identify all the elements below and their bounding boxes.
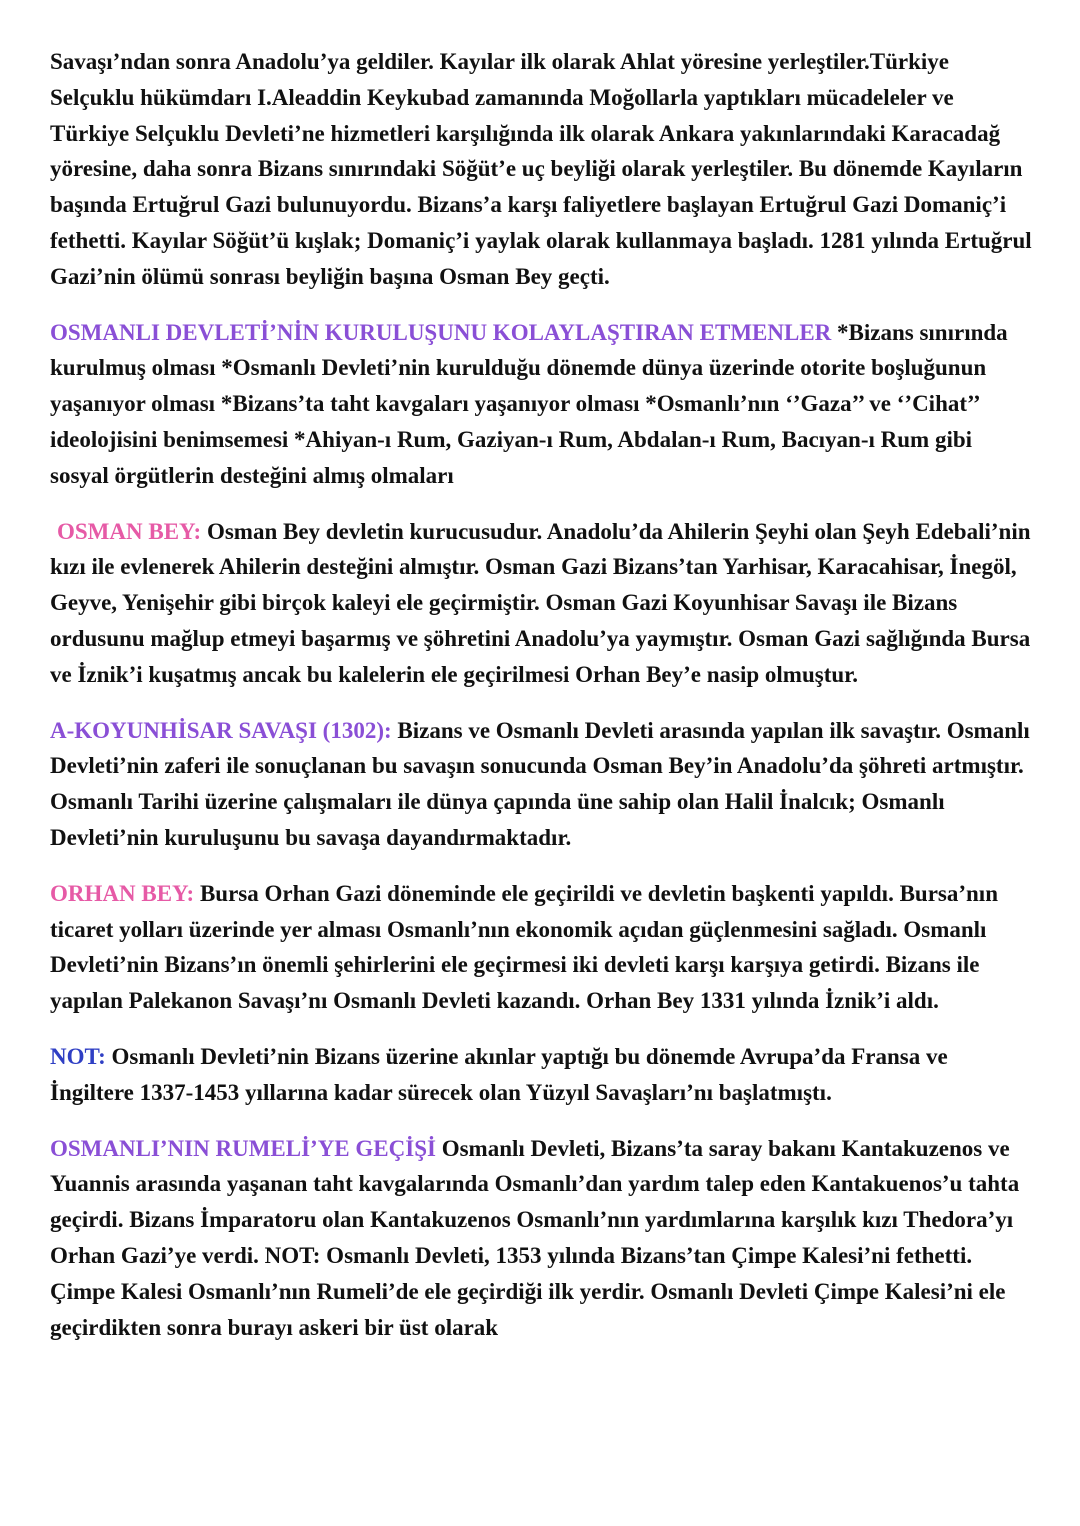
section-heading-orhan-bey: ORHAN BEY: [50,880,195,906]
paragraph-rumeli [50,1131,1032,1346]
paragraph-note [50,1039,1032,1111]
paragraph-text: Bizans ve Osmanlı Devleti arasında yapılan ilk savaştır. Osmanlı Devleti’nin zaferi ile sonuçlanan bu savaşın sonucunda Osman Bey’in Anadolu’da şöhreti artmıştır. Osmanlı Tarihi üzerine çalışmaları ile dünya çapında üne sahip olan Halil İnalcık; Osmanlı Devleti’nin kuruluşunu bu savaşa dayandırmaktadır. [50,717,1030,850]
section-heading-osman-bey: OSMAN BEY: [57,518,202,544]
document-page [50,44,1032,1365]
paragraph-osman-bey [50,514,1032,693]
paragraph-text: Bursa Orhan Gazi döneminde ele geçirildi ve devletin başkenti yapıldı. Bursa’nın ticaret yolları üzerinde yer alması Osmanlı’nın ekonomik açıdan güçlenmesini sağladı. Osmanlı Devleti’nin Bizans’ın önemli şehirlerini ele geçirmesi iki devleti karşı karşıya getirdi. Bizans ile yapılan Palekanon Savaşı’nı Osmanlı Devleti kazandı. Orhan Bey 1331 yılında İznik’i aldı. [50,880,998,1014]
paragraph-founding-factors [50,315,1032,494]
paragraph-text: Savaşı’ndan sonra Anadolu’ya geldiler. Kayılar ilk olarak Ahlat yöresine yerleştiler.Türkiye Selçuklu hükümdarı I.Aleaddin Keykubad zamanında Moğollarla yaptıkları mücadeleler ve Türkiye Selçuklu Devleti’ne hizmetleri karşılığında ilk olarak Ankara yakınlarındaki Karacadağ yöresine, daha sonra Bizans sınırındaki Söğüt’e uç beyliği olarak yerleştiler. Bu dönemde Kayıların başında Ertuğrul Gazi bulunuyordu. Bizans’a karşı faliyetlere başlayan Ertuğrul Gazi Domaniç’i fethetti. Kayılar Söğüt’ü kışlak; Domaniç’i yaylak olarak kullanmaya başladı. 1281 yılında Ertuğrul Gazi’nin ölümü sonrası beyliğin başına Osman Bey geçti. [50,49,1032,289]
paragraph-kayi-settlement [50,44,1032,295]
section-heading-koyunhisar: A-KOYUNHİSAR SAVAŞI (1302): [50,717,392,743]
paragraph-text: Osmanlı Devleti, Bizans’ta saray bakanı Kantakuzenos ve Yuannis arasında yaşanan taht kavgalarında Osmanlı’dan yardım talep eden Kantakuenos’u tahta geçirdi. Bizans İmparatoru olan Kantakuzenos Osmanlı’nın yardımlarına karşılık kızı Thedora’yı Orhan Gazi’ye verdi. NOT: Osmanlı Devleti, 1353 yılında Bizans’tan Çimpe Kalesi’ni fethetti. Çimpe Kalesi Osmanlı’nın Rumeli’de ele geçirdiği ilk yerdir. Osmanlı Devleti Çimpe Kalesi’ni ele geçirdikten sonra burayı askeri bir üst olarak [50,1135,1020,1340]
paragraph-text: Osman Bey devletin kurucusudur. Anadolu’da Ahilerin Şeyhi olan Şeyh Edebali’nin kızı ile evlenerek Ahilerin desteğini almıştır. Osman Gazi Bizans’tan Yarhisar, Karacahisar, İnegöl, Geyve, Yenişehir gibi birçok kaleyi ele geçirmiştir. Osman Gazi Koyunhisar Savaşı ile Bizans ordusunu mağlup etmeyi başarmış ve şöhretini Anadolu’ya yaymıştır. Osman Gazi sağlığında Bursa ve İznik’i kuşatmış ancak bu kalelerin ele geçirilmesi Orhan Bey’e nasip olmuştur. [50,518,1031,687]
section-heading-note: NOT: [50,1043,106,1069]
paragraph-koyunhisar [50,713,1032,856]
paragraph-text: Osmanlı Devleti’nin Bizans üzerine akınlar yaptığı bu dönemde Avrupa’da Fransa ve İngiltere 1337-1453 yıllarına kadar sürecek olan Yüzyıl Savaşları’nı başlatmıştı. [50,1043,948,1105]
section-heading-founding-factors: OSMANLI DEVLETİ’NİN KURULUŞUNU KOLAYLAŞTIRAN ETMENLER [50,319,832,345]
paragraph-text: *Bizans sınırında kurulmuş olması *Osmanlı Devleti’nin kurulduğu dönemde dünya üzerinde otorite boşluğunun yaşanıyor olması *Bizans’ta taht kavgaları yaşanıyor olması *Osmanlı’nın ‘’Gaza’’ ve ‘’Cihat’’ ideolojisini benimsemesi *Ahiyan-ı Rum, Gaziyan-ı Rum, Abdalan-ı Rum, Bacıyan-ı Rum gibi sosyal örgütlerin desteğini almış olmaları [50,319,1008,488]
paragraph-orhan-bey [50,876,1032,1019]
section-heading-rumeli: OSMANLI’NIN RUMELİ’YE GEÇİŞİ [50,1135,436,1161]
